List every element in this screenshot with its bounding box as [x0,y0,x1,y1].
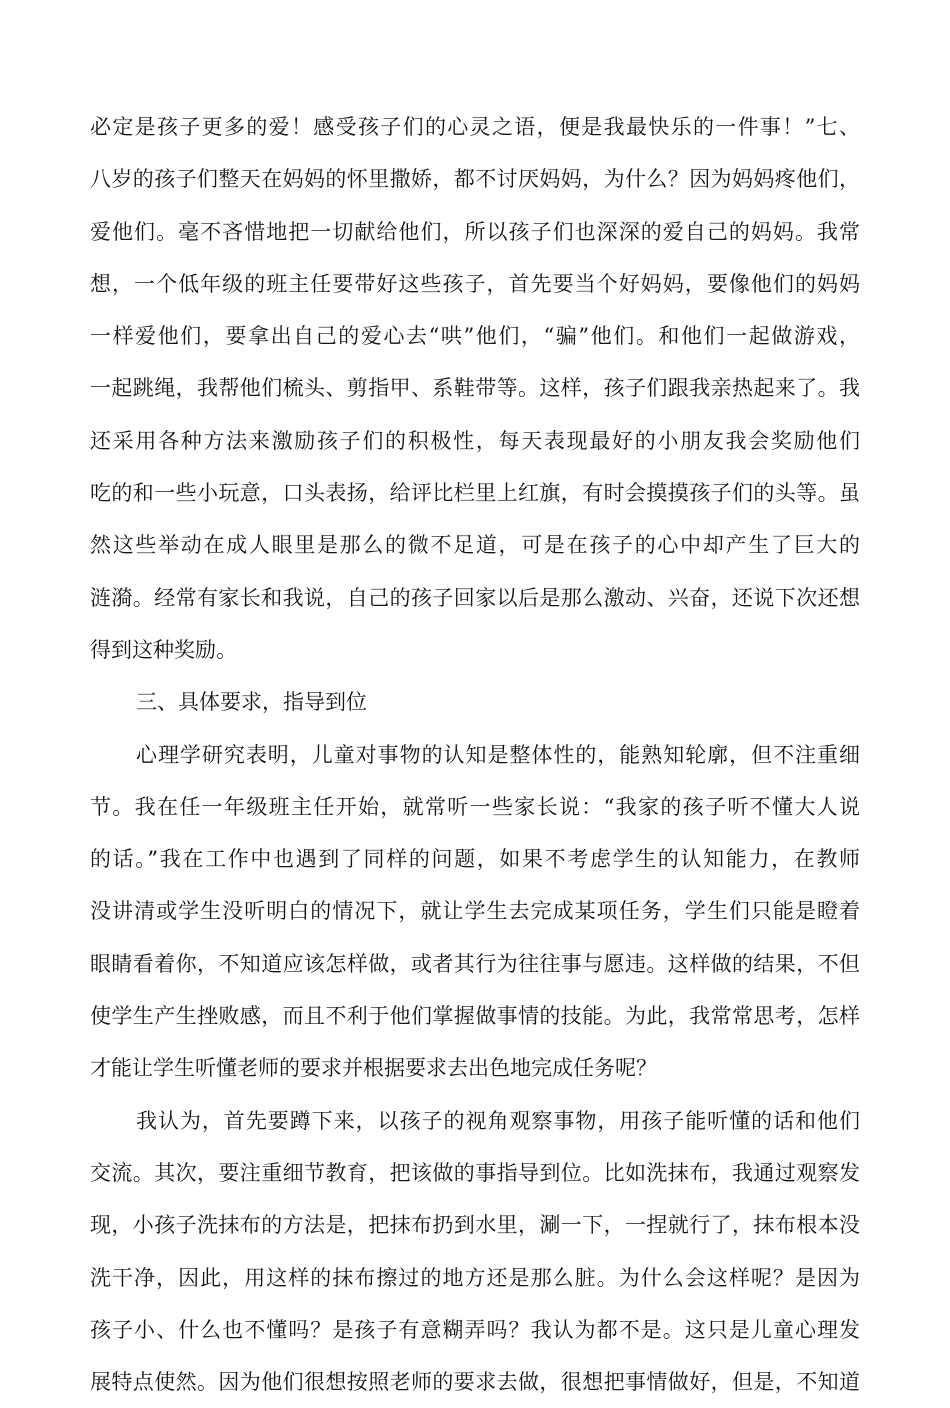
text-line: 现，小孩子洗抹布的方法是，把抹布扔到水里，涮一下，一捏就行了，抹布根本没 [90,1213,860,1238]
text-line: 展特点使然。因为他们很想按照老师的要求去做，很想把事情做好，但是，不知道 [90,1370,860,1395]
body-text [90,101,860,1408]
text-line: 孩子小、什么也不懂吗？是孩子有意糊弄吗？我认为都不是。这只是儿童心理发 [90,1317,860,1342]
text-line: 交流。其次，要注重细节教育，把该做的事指导到位。比如洗抹布，我通过观察发 [90,1160,860,1185]
text-line: 使学生产生挫败感，而且不利于他们掌握做事情的技能。为此，我常常思考，怎样 [90,1004,860,1029]
text-line: 必定是孩子更多的爱！感受孩子们的心灵之语，便是我最快乐的一件事！”七、 [90,115,860,139]
text-line: 的话。”我在工作中也遇到了同样的问题，如果不考虑学生的认知能力，在教师 [90,847,860,872]
text-line: 没讲清或学生没听明白的情况下，就让学生去完成某项任务，学生们只能是瞪着 [90,899,860,924]
text-line: 爱他们。毫不吝惜地把一切献给他们，所以孩子们也深深的爱自己的妈妈。我常 [90,219,860,244]
text-line: 想，一个低年级的班主任要带好这些孩子，首先要当个好妈妈，要像他们的妈妈 [90,271,860,296]
text-line: 然这些举动在成人眼里是那么的微不足道，可是在孩子的心中却产生了巨大的 [90,533,860,558]
text-line: 三、具体要求，指导到位 [136,690,367,715]
text-line: 一样爱他们，要拿出自己的爱心去“哄”他们，“骗”他们。和他们一起做游戏， [90,324,860,349]
text-line: 涟漪。经常有家长和我说，自己的孩子回家以后是那么激动、兴奋，还说下次还想 [90,585,860,610]
text-line: 得到这种奖励。 [90,637,237,662]
text-line: 八岁的孩子们整天在妈妈的怀里撒娇，都不讨厌妈妈，为什么？因为妈妈疼他们， [90,167,860,192]
text-line: 才能让学生听懂老师的要求并根据要求去出色地完成任务呢？ [90,1056,657,1081]
text-line: 心理学研究表明，儿童对事物的认知是整体性的，能熟知轮廓，但不注重细 [136,742,860,767]
text-line: 眼睛看着你，不知道应该怎样做，或者其行为往往事与愿违。这样做的结果，不但 [90,951,860,976]
text-line: 还采用各种方法来激励孩子们的积极性，每天表现最好的小朋友我会奖励他们 [90,428,860,453]
text-line: 我认为，首先要蹲下来，以孩子的视角观察事物，用孩子能听懂的话和他们 [136,1108,860,1133]
text-line: 节。我在任一年级班主任开始，就常听一些家长说：“我家的孩子听不懂大人说 [90,794,860,819]
text-line: 吃的和一些小玩意，口头表扬，给评比栏里上红旗，有时会摸摸孩子们的头等。虽 [90,481,860,506]
text-line: 洗干净，因此，用这样的抹布擦过的地方还是那么脏。为什么会这样呢？是因为 [90,1265,860,1290]
text-line: 一起跳绳，我帮他们梳头、剪指甲、系鞋带等。这样，孩子们跟我亲热起来了。我 [90,376,860,401]
